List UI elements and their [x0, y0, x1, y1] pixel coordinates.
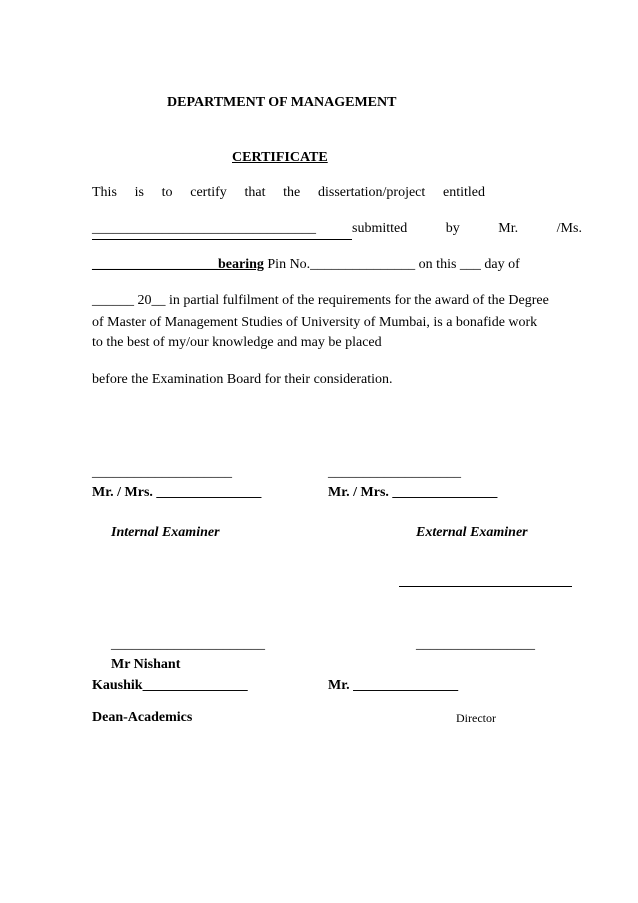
internal-examiner-label: Internal Examiner [111, 525, 220, 540]
dean-name-line2: Kaushik_______________ [92, 678, 248, 693]
director-signature-line: _________________ [416, 637, 535, 652]
title-blank: ________________________________ [92, 221, 316, 236]
submitted-line [352, 222, 582, 236]
word: certify [190, 185, 227, 200]
signature-rule [399, 586, 572, 587]
director-name: Mr. _______________ [328, 678, 459, 693]
dean-name-line1: Mr Nishant [111, 657, 181, 672]
word: entitled [443, 185, 485, 200]
word: by [445, 221, 460, 236]
word: submitted [352, 221, 408, 236]
certificate-title: CERTIFICATE [232, 150, 328, 165]
word: is [134, 185, 144, 200]
bearing-label: bearing [218, 257, 264, 272]
word: dissertation/project [317, 185, 426, 200]
internal-examiner-name: Mr. / Mrs. _______________ [92, 485, 262, 500]
department-heading: DEPARTMENT OF MANAGEMENT [167, 95, 397, 110]
title-underline [92, 239, 352, 240]
paragraph-line-2: of Master of Management Studies of University of Mumbai, is a bonafide work [92, 315, 538, 330]
external-examiner-label: External Examiner [416, 525, 528, 540]
word: to [161, 185, 173, 200]
external-examiner-name: Mr. / Mrs. _______________ [328, 485, 498, 500]
word: This [92, 185, 117, 200]
external-signature-line: ___________________ [328, 465, 461, 480]
name-blank-underscores: __________________ [92, 257, 218, 272]
internal-signature-line: ____________________ [92, 465, 232, 480]
director-label: Director [456, 711, 496, 725]
dean-academics-label: Dean-Academics [92, 710, 193, 725]
paragraph-line-1: ______ 20__ in partial fulfilment of the requirements for the award of the Degree [92, 293, 549, 308]
dean-signature-line: ______________________ [111, 637, 265, 652]
paragraph-line-3: to the best of my/our knowledge and may be placed [92, 335, 382, 350]
pin-line: Pin No._______________ on this ___ day of [267, 257, 520, 272]
word: the [283, 185, 301, 200]
word: Mr. [498, 221, 519, 236]
word: /Ms. [556, 221, 582, 236]
paragraph-line-4: before the Examination Board for their consideration. [92, 372, 393, 387]
word: that [244, 185, 266, 200]
certify-line [92, 186, 485, 200]
name-blank [92, 258, 520, 272]
